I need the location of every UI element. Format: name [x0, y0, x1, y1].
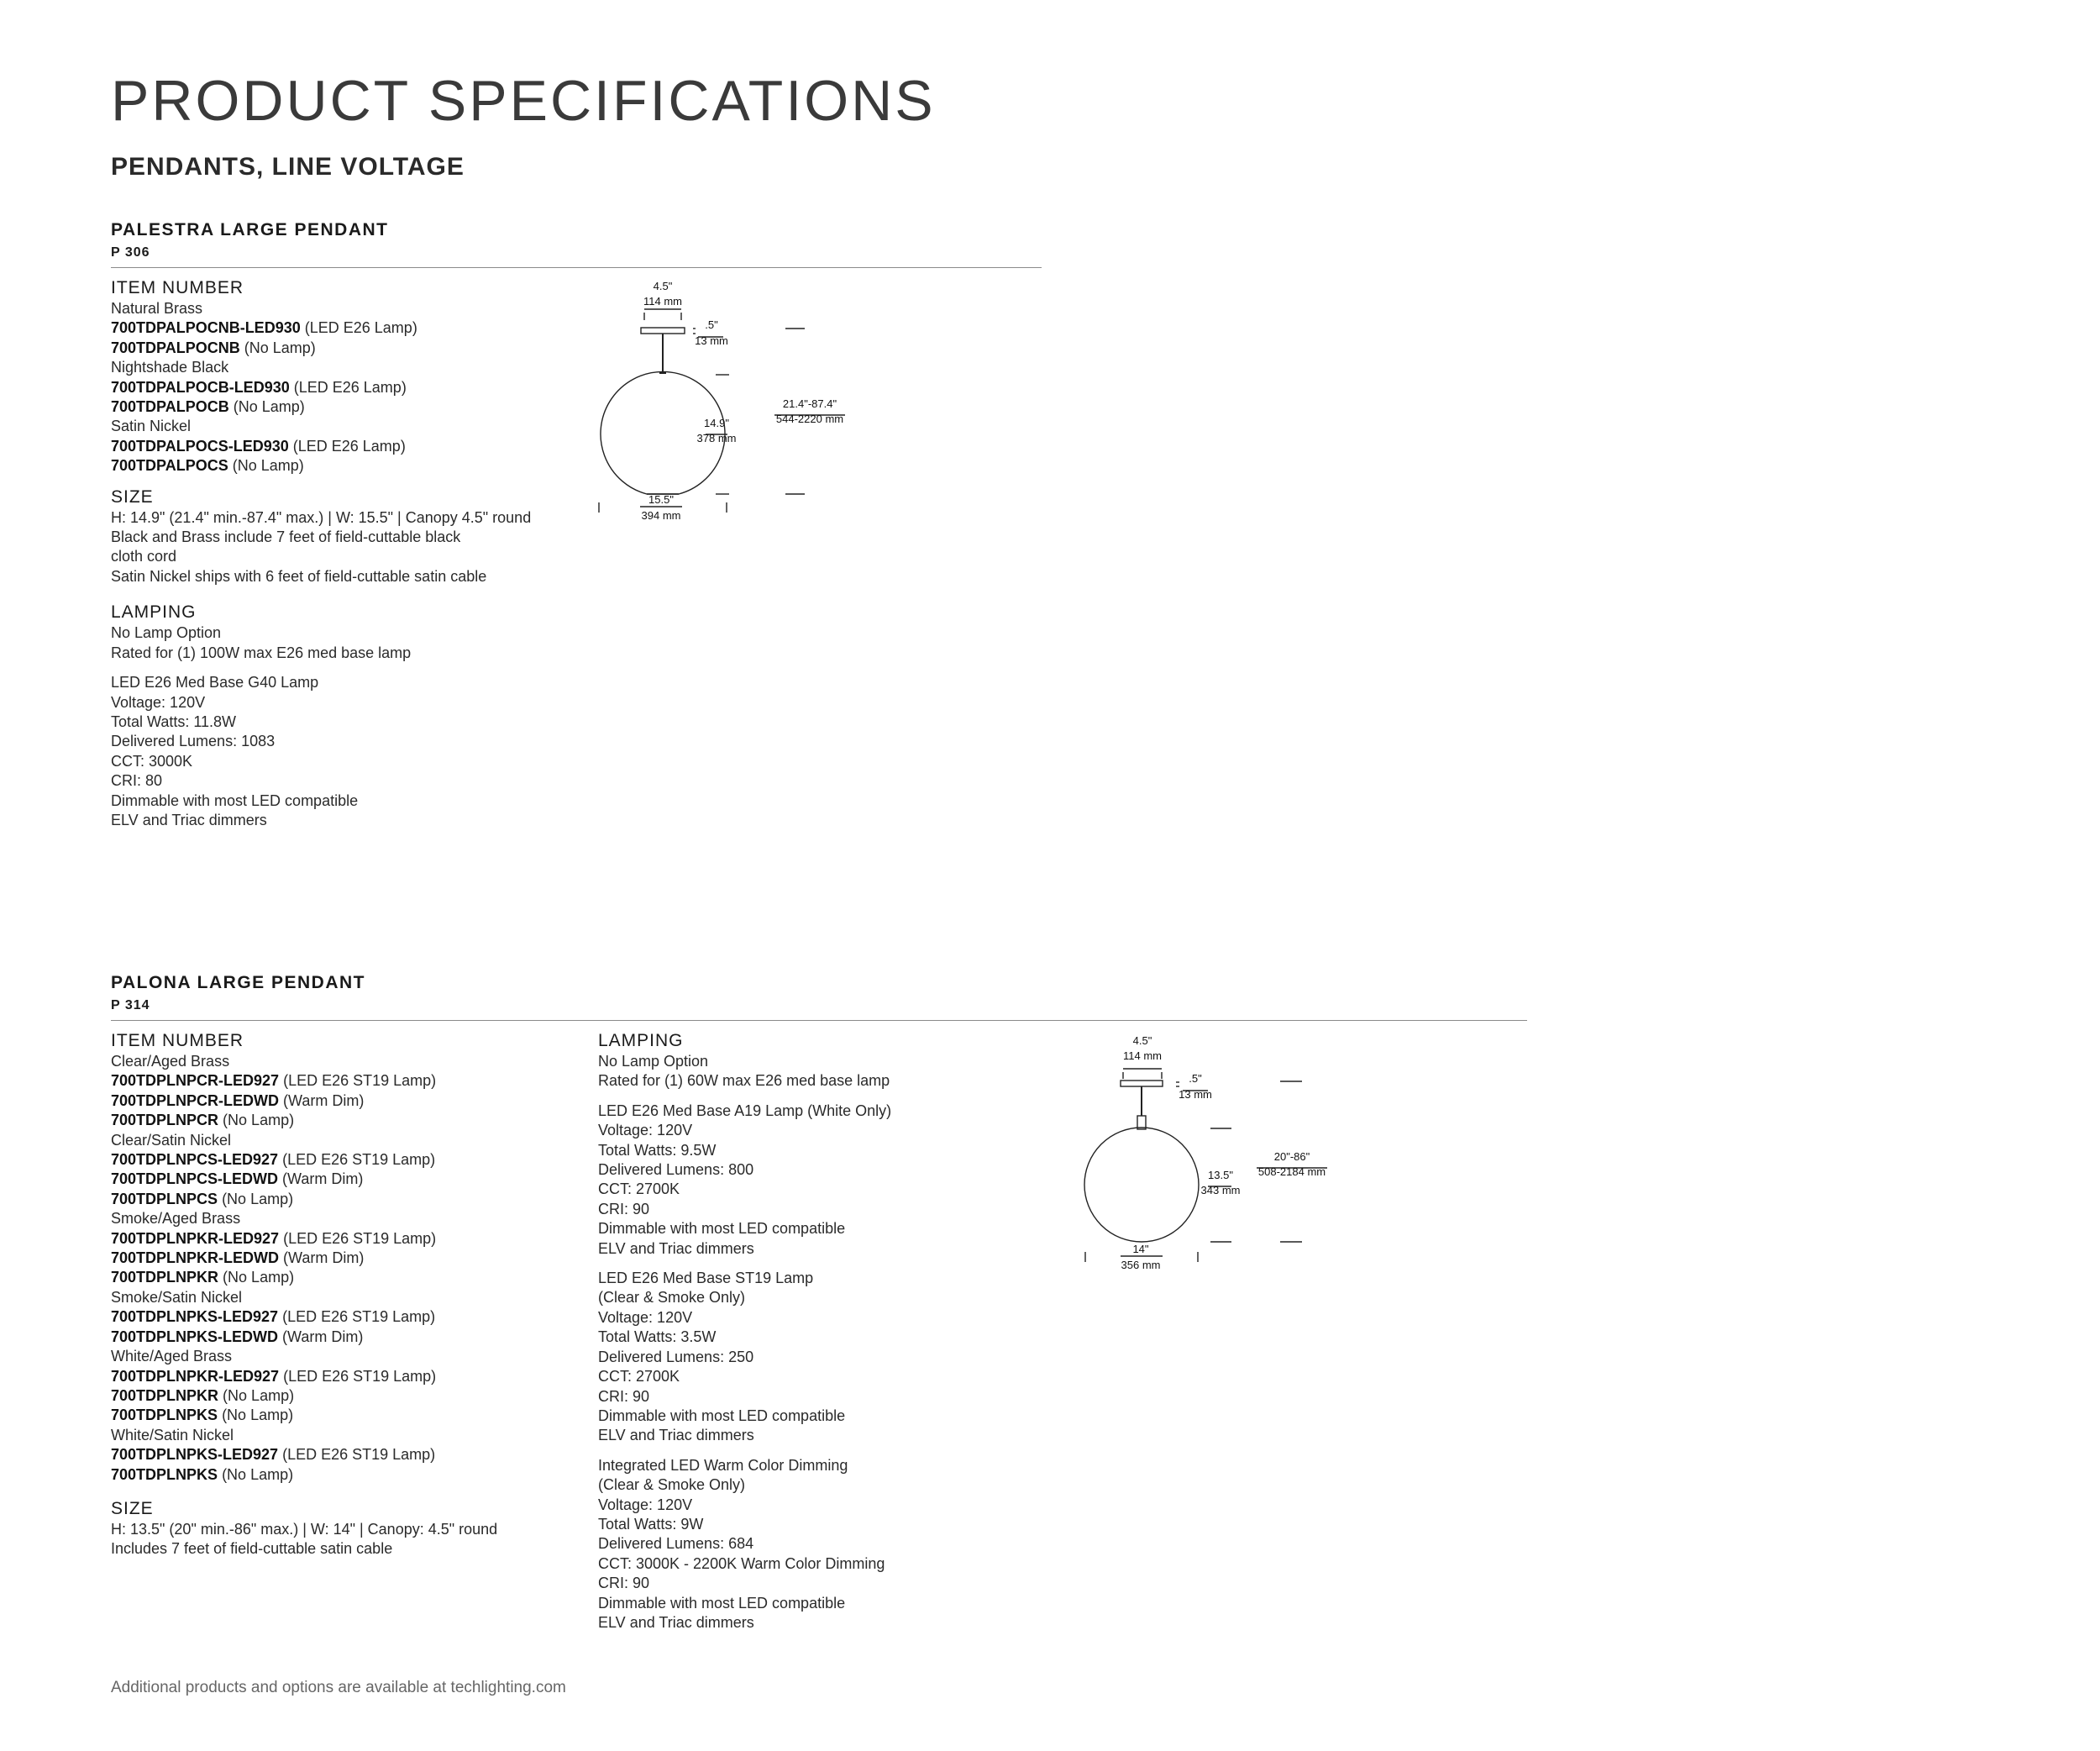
sku-row	[111, 1249, 581, 1268]
product-code: P 314	[111, 998, 150, 1012]
lamping-heading: LAMPING	[598, 1031, 684, 1050]
sku-note: (LED E26 ST19 Lamp)	[282, 1308, 436, 1326]
sku-row	[111, 1229, 581, 1249]
globe-width-in: 14"	[1132, 1243, 1149, 1255]
sku-note: (No Lamp)	[222, 1190, 294, 1207]
sku-code: 700TDPLNPKR	[111, 1269, 219, 1286]
size-heading: SIZE	[111, 486, 154, 507]
sku-row	[111, 437, 581, 456]
finish-label: Satin Nickel	[111, 418, 192, 435]
sku-note: (No Lamp)	[223, 1386, 295, 1404]
sku-note: (No Lamp)	[223, 1112, 295, 1129]
globe-width-mm: 394 mm	[641, 509, 681, 522]
sku-code: 700TDPALPOCS	[111, 457, 228, 475]
finish-label: White/Aged Brass	[111, 1348, 233, 1365]
sku-code: 700TDPALPOCNB	[111, 339, 240, 356]
finish-label: Clear/Satin Nickel	[111, 1131, 232, 1149]
size-lines	[111, 1520, 581, 1559]
sku-note: (Warm Dim)	[283, 1249, 365, 1267]
sku-row	[111, 339, 581, 358]
spec-line: ELV and Triac dimmers	[111, 811, 267, 828]
product-name: PALESTRA LARGE PENDANT	[111, 220, 389, 239]
size-heading: SIZE	[111, 1498, 154, 1518]
sku-note: (No Lamp)	[244, 339, 316, 356]
sku-row	[111, 1071, 581, 1091]
sku-row	[111, 1445, 581, 1464]
lamping-blocks	[111, 623, 581, 830]
spec-line: LED E26 Med Base A19 Lamp (White Only)	[598, 1102, 892, 1119]
overall-height-mm: 544-2220 mm	[775, 413, 844, 425]
section-divider	[111, 1020, 1527, 1021]
sku-note: (Warm Dim)	[283, 1091, 365, 1109]
spec-line: CCT: 3000K	[111, 752, 193, 770]
spec-line: Includes 7 feet of field-cuttable satin cable	[111, 1540, 393, 1558]
sku-code: 700TDPLNPCR	[111, 1112, 219, 1129]
sku-row	[111, 1091, 581, 1111]
spec-line: No Lamp Option	[111, 624, 222, 642]
finish-label: Nightshade Black	[111, 359, 229, 376]
finish-label: Natural Brass	[111, 300, 203, 317]
overall-height-in: 20"-86"	[1273, 1150, 1310, 1163]
lamping-block	[598, 1102, 1068, 1259]
sku-note: (LED E26 ST19 Lamp)	[283, 1367, 437, 1385]
spec-line: No Lamp Option	[598, 1053, 709, 1070]
sku-code: 700TDPLNPKS-LED927	[111, 1446, 279, 1464]
spec-line: Dimmable with most LED compatible	[598, 1220, 846, 1238]
spec-line: Rated for (1) 60W max E26 med base lamp	[598, 1072, 890, 1090]
spec-line: Dimmable with most LED compatible	[598, 1594, 846, 1612]
sku-note: (LED E26 Lamp)	[292, 437, 406, 455]
sku-code: 700TDPLNPCR-LED927	[111, 1072, 280, 1090]
palestra-dimension-drawing	[580, 274, 865, 543]
globe-width-in: 15.5"	[648, 493, 674, 506]
spec-line: CRI: 80	[111, 772, 163, 790]
sku-note: (No Lamp)	[222, 1407, 294, 1424]
canopy-width-in: 4.5"	[653, 280, 673, 292]
sku-row	[111, 1170, 581, 1189]
spec-line: Voltage: 120V	[111, 693, 206, 711]
product-code: P 306	[111, 245, 150, 260]
sku-code: 700TDPLNPKS-LED927	[111, 1308, 279, 1326]
sku-code: 700TDPLNPKS-LEDWD	[111, 1328, 279, 1345]
sku-code: 700TDPALPOCB	[111, 398, 229, 416]
sku-code: 700TDPLNPCS-LED927	[111, 1151, 279, 1169]
spec-line: Total Watts: 9W	[598, 1515, 704, 1533]
sku-code: 700TDPLNPKR-LED927	[111, 1229, 280, 1247]
sku-row	[111, 318, 581, 338]
sku-row	[111, 1268, 581, 1287]
sku-code: 700TDPALPOCS-LED930	[111, 437, 289, 455]
spec-line: Delivered Lumens: 1083	[111, 733, 276, 750]
globe-width-mm: 356 mm	[1121, 1259, 1161, 1271]
sku-row	[111, 1465, 581, 1485]
finish-label: Smoke/Aged Brass	[111, 1210, 241, 1228]
globe-height-mm: 343 mm	[1200, 1184, 1241, 1196]
sku-row	[111, 1386, 581, 1406]
sku-note: (Warm Dim)	[282, 1170, 364, 1188]
sku-note: (LED E26 Lamp)	[293, 378, 407, 396]
spec-line: Voltage: 120V	[598, 1496, 693, 1513]
sku-row	[111, 456, 581, 476]
canopy-width-mm: 114 mm	[643, 295, 682, 308]
product2-item-column	[111, 1030, 581, 1559]
sku-code: 700TDPLNPKR-LEDWD	[111, 1249, 280, 1267]
spec-line: CRI: 90	[598, 1575, 650, 1592]
finish-label: Clear/Aged Brass	[111, 1053, 230, 1070]
section-divider	[111, 267, 1042, 268]
spec-line: (Clear & Smoke Only)	[598, 1476, 746, 1494]
overall-height-in: 21.4"-87.4"	[782, 397, 837, 410]
sku-code: 700TDPLNPCR-LEDWD	[111, 1091, 280, 1109]
sku-row	[111, 378, 581, 397]
sku-code: 700TDPLNPCS-LEDWD	[111, 1170, 279, 1188]
globe-height-in: 14.9"	[704, 417, 729, 429]
spec-line: H: 14.9" (21.4" min.-87.4" max.) | W: 15.5" | Canopy 4.5" round	[111, 508, 532, 526]
sku-code: 700TDPLNPKR	[111, 1386, 219, 1404]
canopy-height-in: .5"	[1189, 1072, 1202, 1085]
canopy-shape	[641, 328, 685, 334]
sku-note: (No Lamp)	[233, 398, 305, 416]
sku-row	[111, 1190, 581, 1209]
spec-line: CCT: 3000K - 2200K Warm Color Dimming	[598, 1554, 885, 1572]
palona-dimension-drawing	[1067, 1027, 1352, 1287]
spec-line: ELV and Triac dimmers	[598, 1427, 754, 1444]
sku-row	[111, 1328, 581, 1347]
spec-line: Delivered Lumens: 800	[598, 1161, 754, 1179]
sku-note: (LED E26 ST19 Lamp)	[282, 1446, 436, 1464]
canopy-height-mm: 13 mm	[695, 334, 728, 347]
product2-lamping-column	[598, 1030, 1068, 1633]
sku-code: 700TDPLNPKS	[111, 1465, 218, 1483]
spec-line: H: 13.5" (20" min.-86" max.) | W: 14" | Canopy: 4.5" round	[111, 1520, 498, 1538]
spec-line: Delivered Lumens: 684	[598, 1535, 754, 1553]
size-lines	[111, 508, 581, 587]
product-name: PALONA LARGE PENDANT	[111, 973, 365, 992]
spec-line: Dimmable with most LED compatible	[111, 791, 359, 809]
spec-line: Total Watts: 3.5W	[598, 1328, 717, 1346]
spec-line: Total Watts: 9.5W	[598, 1141, 717, 1159]
spec-line: Voltage: 120V	[598, 1308, 693, 1326]
item-number-list	[111, 1052, 581, 1485]
canopy-width-in: 4.5"	[1132, 1034, 1152, 1047]
item-number-heading: ITEM NUMBER	[111, 278, 244, 297]
lamping-block	[111, 623, 581, 663]
product1-spec-column	[111, 277, 581, 830]
spec-line: CRI: 90	[598, 1200, 650, 1217]
globe-shape	[1084, 1128, 1199, 1242]
lamping-block	[111, 673, 581, 830]
spec-line: CCT: 2700K	[598, 1368, 680, 1386]
sku-note: (LED E26 ST19 Lamp)	[282, 1151, 436, 1169]
globe-height-mm: 378 mm	[696, 432, 737, 444]
sku-row	[111, 1111, 581, 1130]
globe-height-in: 13.5"	[1208, 1169, 1233, 1181]
sku-note: (No Lamp)	[232, 457, 304, 475]
spec-line: ELV and Triac dimmers	[598, 1239, 754, 1257]
sku-code: 700TDPLNPCS	[111, 1190, 218, 1207]
finish-label: Smoke/Satin Nickel	[111, 1288, 243, 1306]
sku-note: (No Lamp)	[222, 1465, 294, 1483]
page-title: PRODUCT SPECIFICATIONS	[111, 69, 936, 133]
canopy-height-in: .5"	[705, 318, 718, 331]
lamping-blocks	[598, 1052, 1068, 1633]
spec-line: ELV and Triac dimmers	[598, 1613, 754, 1631]
sku-code: 700TDPALPOCB-LED930	[111, 378, 290, 396]
sku-note: (LED E26 ST19 Lamp)	[283, 1072, 437, 1090]
spec-line: Black and Brass include 7 feet of field-cuttable black	[111, 528, 461, 546]
sku-note: (Warm Dim)	[282, 1328, 364, 1345]
spec-line: Rated for (1) 100W max E26 med base lamp	[111, 644, 412, 661]
canopy-width-mm: 114 mm	[1123, 1049, 1162, 1062]
spec-line: LED E26 Med Base ST19 Lamp	[598, 1270, 814, 1287]
spec-line: Delivered Lumens: 250	[598, 1348, 754, 1365]
finish-label: White/Satin Nickel	[111, 1426, 234, 1443]
lamping-heading: LAMPING	[111, 602, 197, 623]
spec-line: Voltage: 120V	[598, 1122, 693, 1139]
spec-line: LED E26 Med Base G40 Lamp	[111, 674, 319, 691]
spec-line: Integrated LED Warm Color Dimming	[598, 1456, 848, 1474]
spec-line: Dimmable with most LED compatible	[598, 1407, 846, 1424]
sku-row	[111, 1367, 581, 1386]
footer-note: Additional products and options are available at techlighting.com	[111, 1679, 566, 1696]
spec-line: Total Watts: 11.8W	[111, 712, 237, 730]
spec-line: CCT: 2700K	[598, 1180, 680, 1198]
page-subtitle: PENDANTS, LINE VOLTAGE	[111, 153, 465, 181]
spec-line: CRI: 90	[598, 1387, 650, 1405]
sku-note: (LED E26 ST19 Lamp)	[283, 1229, 437, 1247]
spec-line: (Clear & Smoke Only)	[598, 1289, 746, 1307]
sku-code: 700TDPALPOCNB-LED930	[111, 319, 301, 337]
item-number-heading: ITEM NUMBER	[111, 1031, 244, 1050]
lamping-block	[598, 1456, 1068, 1633]
sku-row	[111, 397, 581, 417]
sku-code: 700TDPLNPKS	[111, 1407, 218, 1424]
sku-row	[111, 1150, 581, 1170]
spec-line: Satin Nickel ships with 6 feet of field-cuttable satin cable	[111, 567, 487, 585]
item-number-list	[111, 299, 581, 476]
spec-line: cloth cord	[111, 548, 177, 565]
canopy-shape	[1121, 1081, 1163, 1086]
lamping-block	[598, 1269, 1068, 1446]
sku-row	[111, 1307, 581, 1327]
canopy-height-mm: 13 mm	[1179, 1088, 1212, 1101]
lamping-block	[598, 1052, 1068, 1091]
sku-row	[111, 1406, 581, 1425]
sku-note: (LED E26 Lamp)	[304, 319, 417, 337]
overall-height-mm: 508-2184 mm	[1257, 1165, 1326, 1178]
sku-code: 700TDPLNPKR-LED927	[111, 1367, 280, 1385]
sku-note: (No Lamp)	[223, 1269, 295, 1286]
